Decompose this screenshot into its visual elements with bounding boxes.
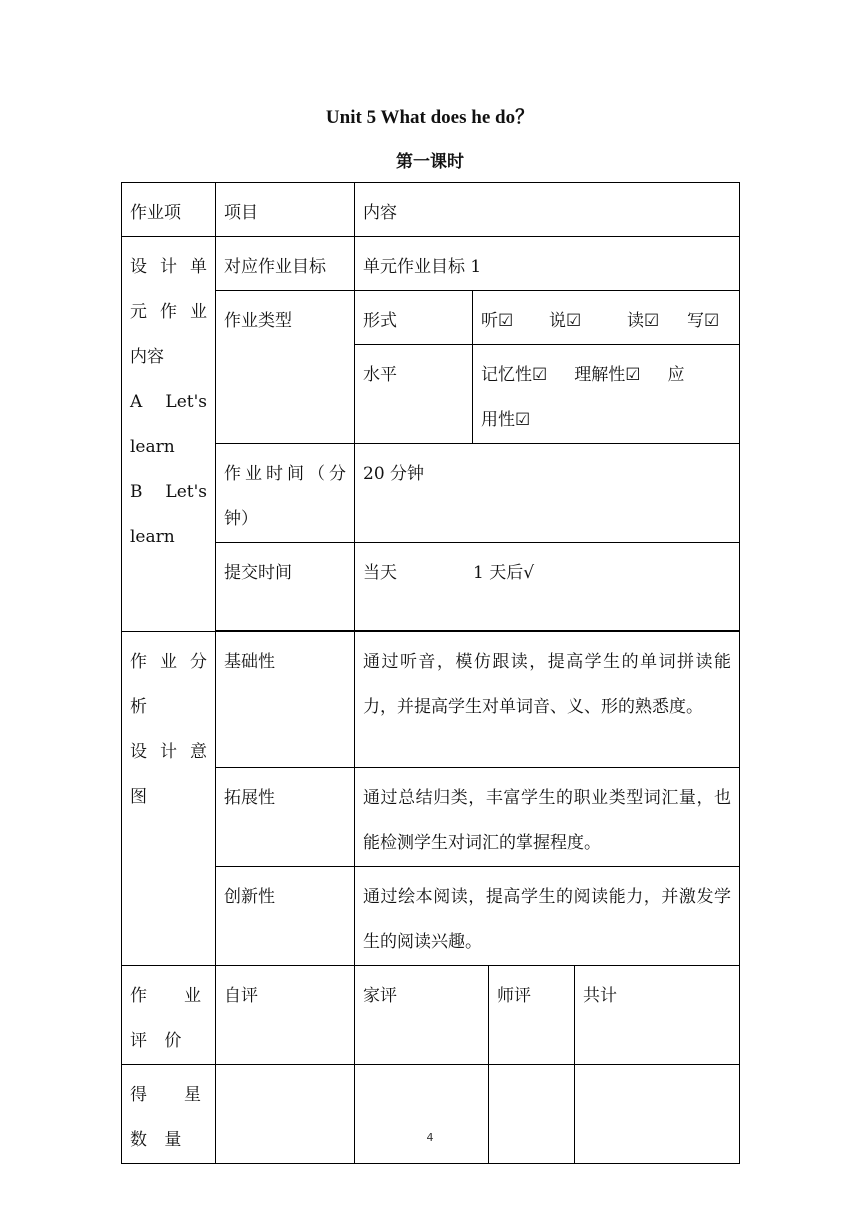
design-label-line: 内容 xyxy=(130,347,164,367)
family-eval-label: 家评 xyxy=(355,966,489,1065)
stars-label: 得 星 数 量 xyxy=(122,1065,216,1164)
form-option-write: 写☑ xyxy=(687,311,720,331)
stars-self-cell xyxy=(216,1065,355,1164)
stars-teacher-cell xyxy=(489,1065,575,1164)
form-label: 形式 xyxy=(355,291,473,345)
lesson-subtitle: 第一课时 xyxy=(396,152,464,172)
page-number: 4 xyxy=(426,1131,434,1144)
type-label: 作业类型 xyxy=(216,291,355,444)
total-label: 共计 xyxy=(575,966,740,1065)
header-project-col: 项目 xyxy=(216,183,355,237)
design-label-line: learn xyxy=(130,527,175,547)
stars-family-cell xyxy=(355,1065,489,1164)
homework-table xyxy=(121,182,740,1164)
basic-text: 通过听音，模仿跟读，提高学生的单词拼读能力，并提高学生对单词音、义、形的熟悉度。 xyxy=(355,632,740,768)
evaluation-label: 作 业 评 价 xyxy=(122,966,216,1065)
goal-label: 对应作业目标 xyxy=(216,237,355,291)
form-option-speak: 说☑ xyxy=(549,311,582,331)
time-label: 作业时间（分钟） xyxy=(216,444,355,543)
analysis-label-line: 作 业 分 xyxy=(130,652,207,672)
analysis-label-line: 设 计 意 xyxy=(130,742,207,762)
document-title: Unit 5 What does he do？ xyxy=(325,107,535,128)
basic-label: 基础性 xyxy=(216,632,355,768)
teacher-eval-label: 师评 xyxy=(489,966,575,1065)
submit-label: 提交时间 xyxy=(216,543,355,631)
form-option-listen: 听☑ xyxy=(481,311,514,331)
submit-today: 当天 xyxy=(363,563,397,583)
form-option-read: 读☑ xyxy=(627,311,660,331)
level-line-1: 记忆性☑ 理解性☑ 应 xyxy=(481,365,685,385)
analysis-label-line: 图 xyxy=(130,787,147,807)
submit-options xyxy=(355,543,740,631)
level-options xyxy=(473,345,740,444)
innovation-text: 通过绘本阅读，提高学生的阅读能力，并激发学生的阅读兴趣。 xyxy=(355,867,740,966)
goal-value: 单元作业目标 1 xyxy=(355,237,740,291)
design-section-label xyxy=(122,237,216,632)
analysis-section-label xyxy=(122,632,216,966)
header-item-col: 作业项 xyxy=(122,183,216,237)
self-eval-label: 自评 xyxy=(216,966,355,1065)
design-label-line: 设 计 单 xyxy=(130,257,207,277)
design-label-line: A Let's xyxy=(130,392,207,412)
submit-later: 1 天后√ xyxy=(473,563,535,583)
form-options xyxy=(473,291,740,345)
level-label: 水平 xyxy=(355,345,473,444)
time-value: 20 分钟 xyxy=(355,444,740,543)
design-label-line: 元 作 业 xyxy=(130,302,207,322)
extend-label: 拓展性 xyxy=(216,768,355,867)
analysis-label-line: 析 xyxy=(130,697,147,717)
innovation-label: 创新性 xyxy=(216,867,355,966)
level-line-2: 用性☑ xyxy=(481,410,531,430)
stars-total-cell xyxy=(575,1065,740,1164)
header-content-col: 内容 xyxy=(355,183,740,237)
design-label-line: learn xyxy=(130,437,175,457)
extend-text: 通过总结归类，丰富学生的职业类型词汇量，也能检测学生对词汇的掌握程度。 xyxy=(355,768,740,867)
design-label-line: B Let's xyxy=(130,482,207,502)
